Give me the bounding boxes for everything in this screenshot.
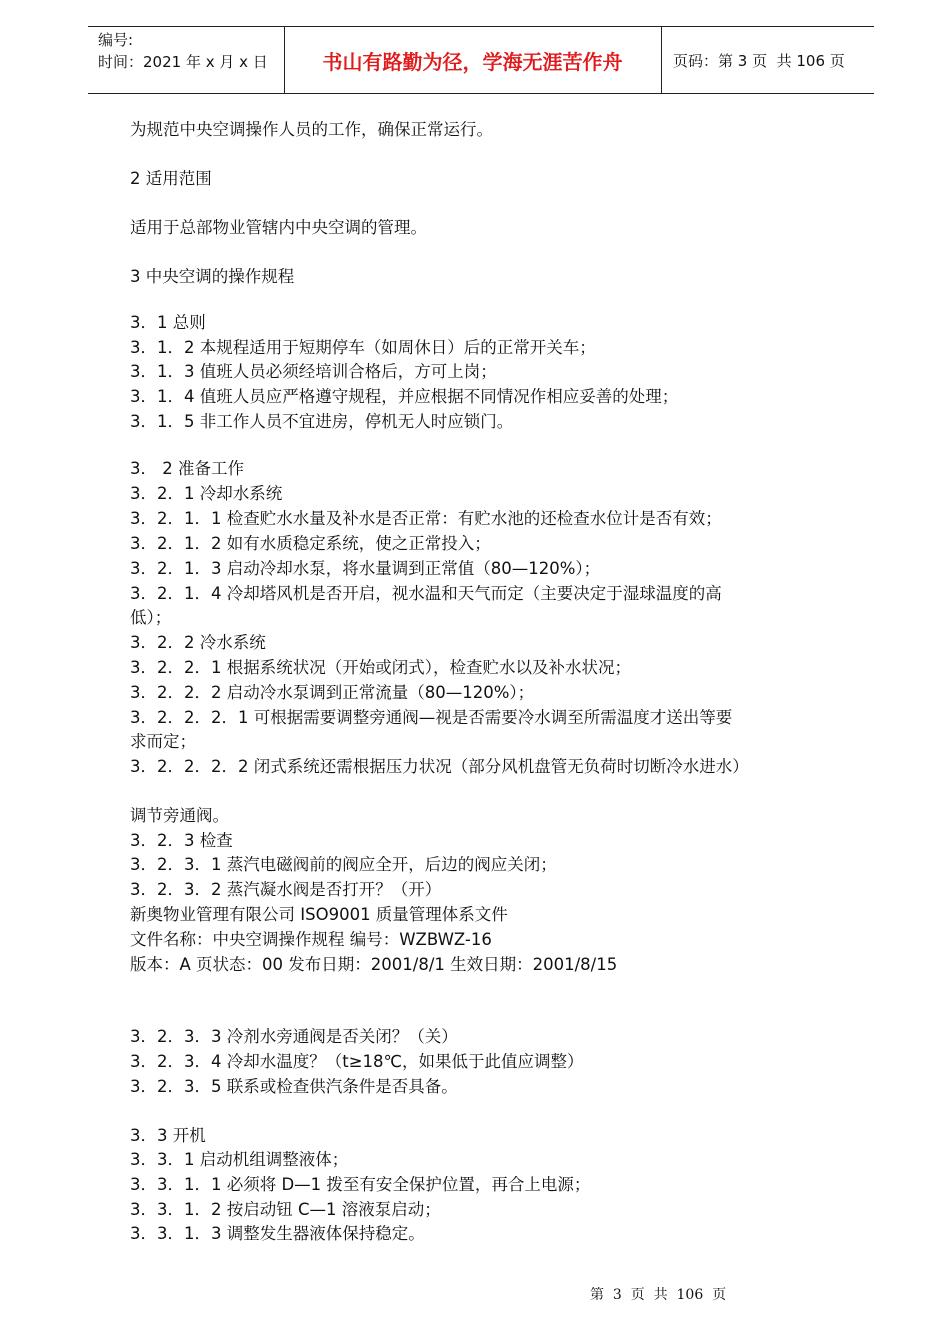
document-version-line: 版本：A 页状态：00 发布日期：2001/8/1 生效日期：2001/8/15	[130, 955, 618, 974]
text-line: 3．2．1．3 启动冷却水泵，将水量调到正常值（80—120%）；	[130, 559, 601, 578]
header-time-label: 时间：2021 年 x 月 x 日	[98, 53, 268, 71]
section-heading: 3．3 开机	[130, 1126, 206, 1145]
text-line: 为规范中央空调操作人员的工作，确保正常运行。	[130, 120, 493, 139]
section-heading: 3．1 总则	[130, 313, 206, 332]
text-line: 3．3．1．2 按启动钮 C—1 溶液泵启动；	[130, 1200, 441, 1219]
text-line: 3．1．3 值班人员必须经培训合格后，方可上岗；	[130, 362, 497, 381]
text-line: 3．2．3．4 冷却水温度？（t≥18℃，如果低于此值应调整）	[130, 1052, 584, 1071]
text-line: 3．2．2．2．1 可根据需要调整旁通阀—视是否需要冷水调至所需温度才送出等要	[130, 708, 733, 727]
text-line: 3．2．3．3 冷剂水旁通阀是否关闭？（关）	[130, 1027, 458, 1046]
text-line: 3．2．3．1 蒸汽电磁阀前的阀应全开，后边的阀应关闭；	[130, 855, 557, 874]
text-line: 调节旁通阀。	[130, 806, 229, 825]
text-line: 3．2．3．2 蒸汽凝水阀是否打开？（开）	[130, 880, 442, 899]
header-meta	[98, 29, 268, 73]
section-heading: 2 适用范围	[130, 169, 212, 188]
text-line: 3．2．3 检查	[130, 831, 233, 850]
text-line: 3．2．2．2．2 闭式系统还需根据压力状况（部分风机盘管无负荷时切断冷水进水）	[130, 757, 749, 776]
header-divider	[661, 27, 662, 93]
document-company-line: 新奥物业管理有限公司 ISO9001 质量管理体系文件	[130, 905, 508, 924]
text-line: 求而定；	[130, 732, 196, 751]
text-line: 适用于总部物业管辖内中央空调的管理。	[130, 218, 427, 237]
header-number-label: 编号:	[98, 31, 134, 49]
text-line: 3．3．1 启动机组调整液体；	[130, 1150, 349, 1169]
text-line: 3．2．1．2 如有水质稳定系统，使之正常投入；	[130, 534, 491, 553]
text-line: 3．2．3．5 联系或检查供汽条件是否具备。	[130, 1077, 458, 1096]
text-line: 3．2．2 冷水系统	[130, 633, 266, 652]
text-line: 3．2．1．4 冷却塔风机是否开启，视水温和天气而定（主要决定于湿球温度的高	[130, 584, 722, 603]
text-line: 3．2．2．2 启动冷水泵调到正常流量（80—120%）；	[130, 683, 535, 702]
document-title-line: 文件名称：中央空调操作规程 编号：WZBWZ-16	[130, 930, 492, 949]
text-line: 低）；	[130, 608, 172, 627]
section-heading: 3． 2 准备工作	[130, 459, 244, 478]
text-line: 3．2．1．1 检查贮水水量及补水是否正常：有贮水池的还检查水位计是否有效；	[130, 509, 722, 528]
text-line: 3．3．1．3 调整发生器液体保持稳定。	[130, 1224, 425, 1243]
text-line: 3．1．2 本规程适用于短期停车（如周休日）后的正常开关车；	[130, 338, 596, 357]
page-footer: 第 3 页 共 106 页	[590, 1287, 727, 1303]
section-heading: 3 中央空调的操作规程	[130, 267, 295, 286]
text-line: 3．2．2．1 根据系统状况（开始或闭式），检查贮水以及补水状况；	[130, 658, 631, 677]
text-line: 3．1．4 值班人员应严格遵守规程，并应根据不同情况作相应妥善的处理；	[130, 387, 679, 406]
text-line: 3．3．1．1 必须将 D—1 拨至有安全保护位置，再合上电源；	[130, 1175, 591, 1194]
text-line: 3．2．1 冷却水系统	[130, 484, 283, 503]
text-line: 3．1．5 非工作人员不宜进房，停机无人时应锁门。	[130, 412, 514, 431]
page-header	[88, 26, 874, 94]
header-motto: 书山有路勤为径，学海无涯苦作舟	[322, 49, 623, 74]
header-page-info: 页码：第 3 页 共 106 页	[673, 51, 845, 70]
